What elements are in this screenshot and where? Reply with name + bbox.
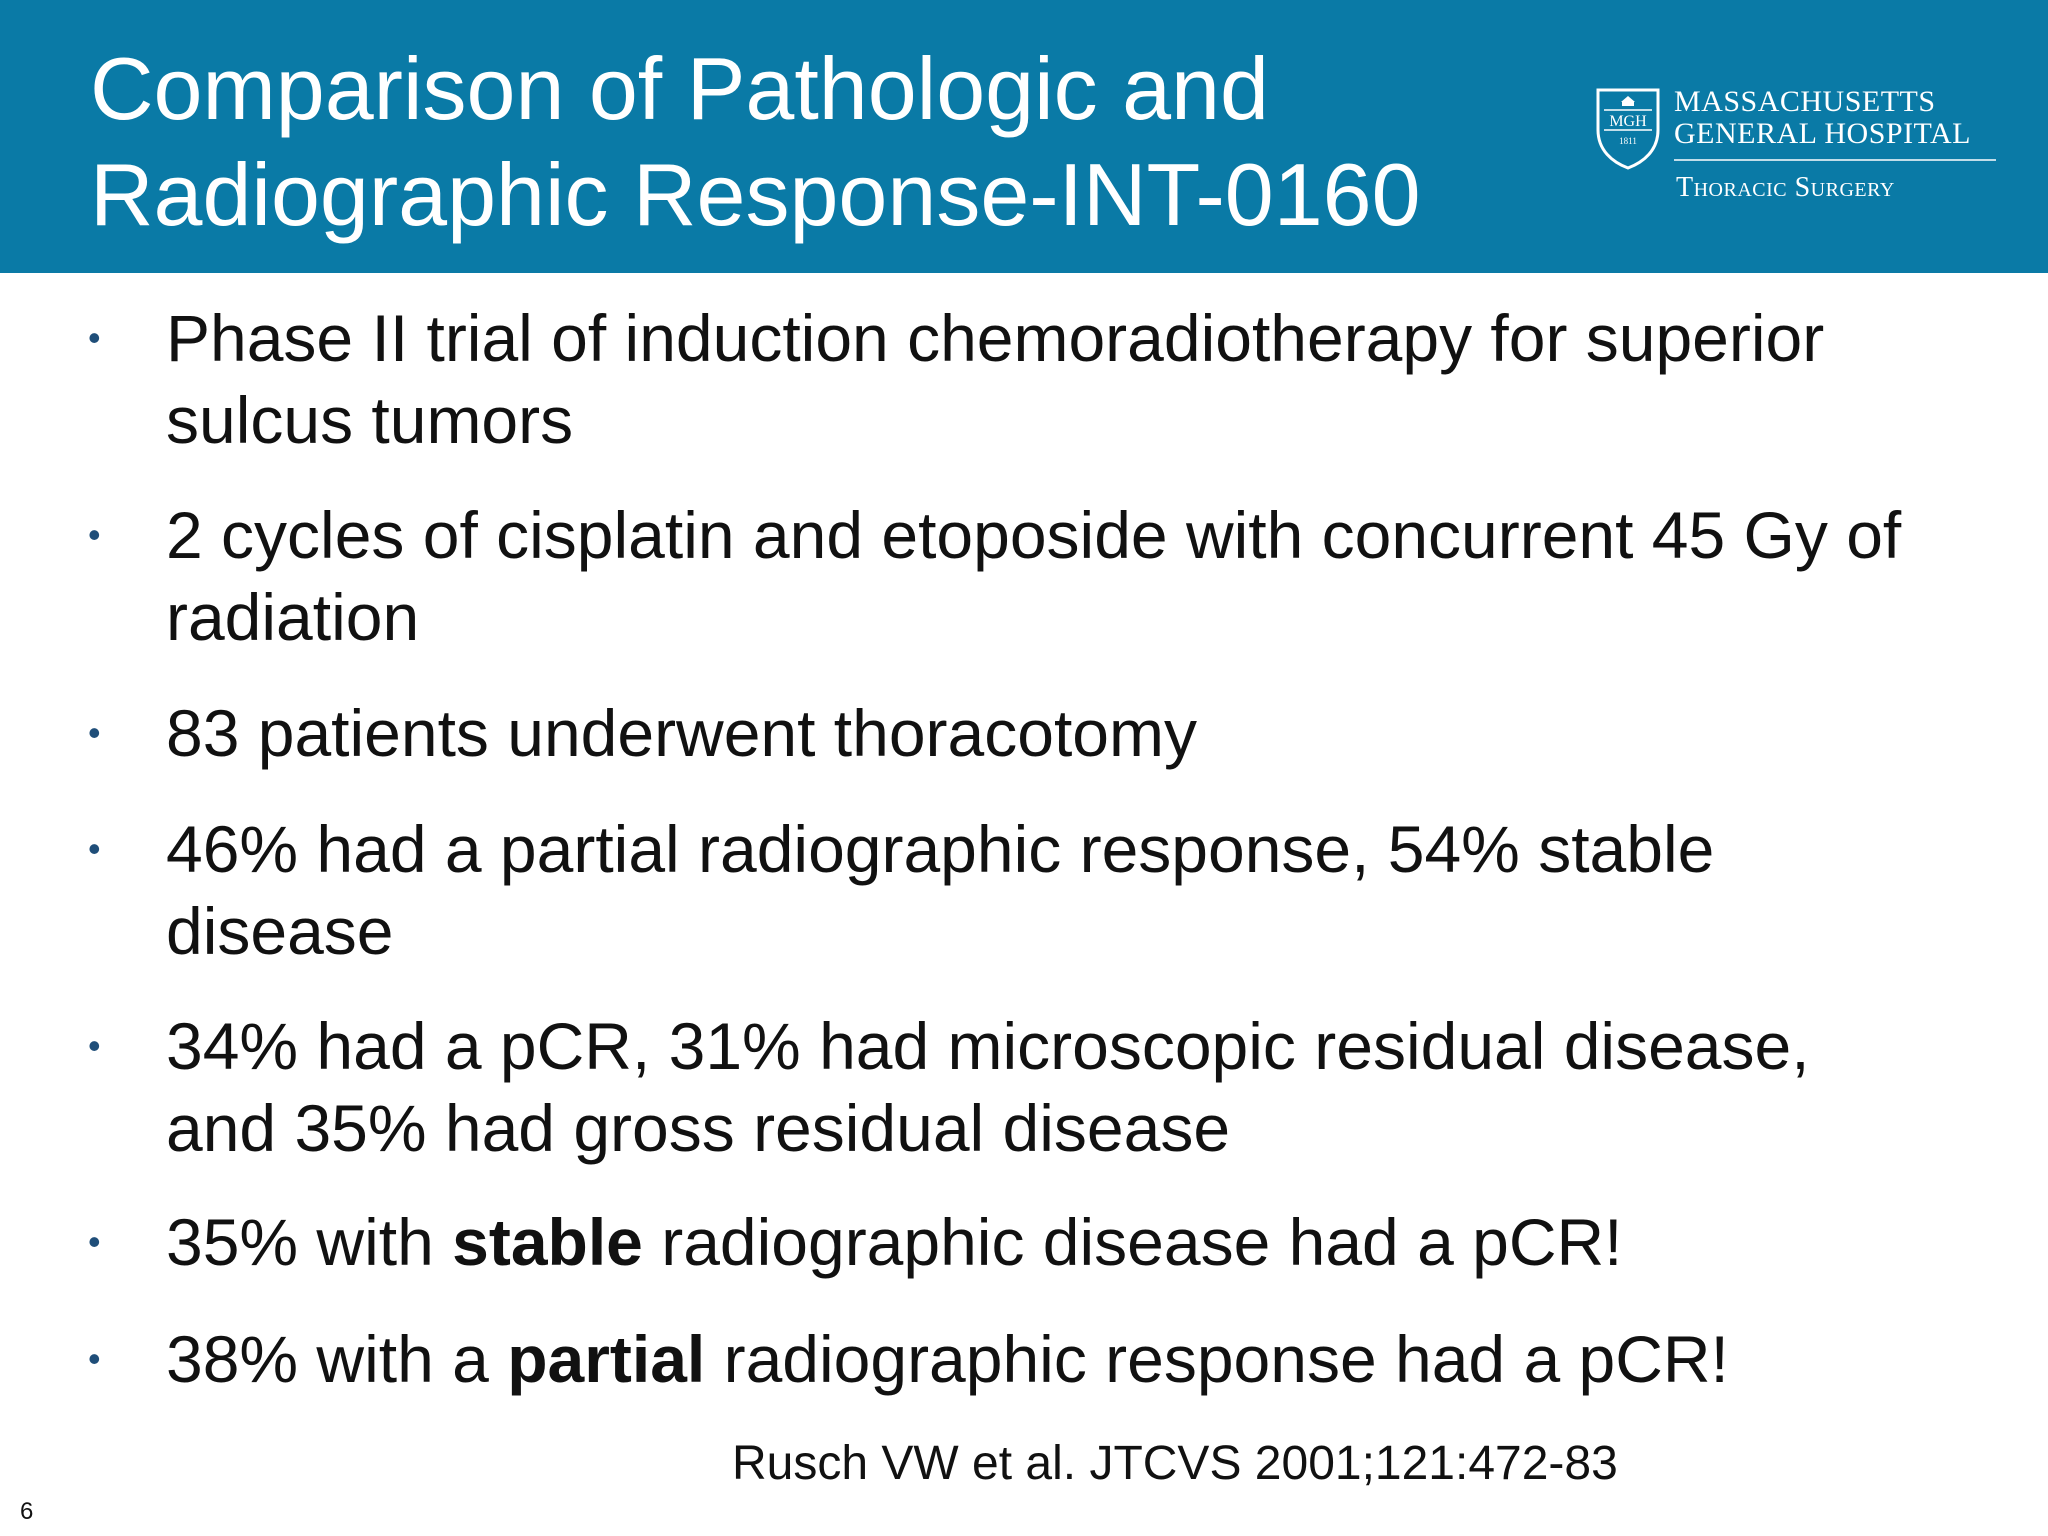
mgh-shield-icon — [1594, 86, 1662, 170]
bullet-dot: • — [88, 712, 101, 753]
bullet-text — [166, 1201, 2006, 1283]
shield-year: 1811 — [1619, 136, 1637, 146]
bullet-text-line: 46% had a partial radiographic response, 54% stable — [166, 812, 1715, 886]
bullet-dot: • — [88, 1025, 101, 1066]
bullet-text-pre: 38% with a — [166, 1322, 508, 1396]
bullet-text — [166, 808, 2006, 972]
bullet-text — [166, 1318, 2006, 1400]
bullet-text-line: Phase II trial of induction chemoradiotherapy for superior — [166, 301, 1825, 375]
bullet-dot: • — [88, 514, 101, 555]
slide-title-line-2: Radiographic Response-INT-0160 — [90, 145, 1421, 244]
bullet-dot: • — [88, 317, 101, 358]
slide-number: 6 — [20, 1498, 34, 1525]
bullet-text-line: 83 patients underwent thoracotomy — [166, 696, 1197, 770]
bullet-text — [166, 297, 2006, 461]
bullet-dot: • — [88, 1221, 101, 1262]
bullet-text-line: radiation — [166, 580, 420, 654]
bullet-dot: • — [88, 828, 101, 869]
slide-header — [0, 0, 2048, 273]
bullet-text-line: 34% had a pCR, 31% had microscopic residual disease, — [166, 1009, 1810, 1083]
bullet-text-line: and 35% had gross residual disease — [166, 1091, 1231, 1165]
bullet-text-line: disease — [166, 894, 394, 968]
bullet-text — [166, 1005, 2006, 1169]
logo-line-1: MASSACHUSETTS — [1674, 85, 1936, 118]
bullet-text-pre: 35% with — [166, 1205, 453, 1279]
bullet-text-line: 2 cycles of cisplatin and etoposide with concurrent 45 Gy of — [166, 498, 1902, 572]
bullet-text-bold: stable — [452, 1205, 643, 1279]
slide-title — [90, 36, 1530, 248]
bullet-text-post: radiographic response had a pCR! — [705, 1322, 1729, 1396]
bullet-text-post: radiographic disease had a pCR! — [642, 1205, 1623, 1279]
mgh-thoracic-surgery-logo — [1594, 86, 2004, 216]
bullet-text-bold: partial — [507, 1322, 706, 1396]
logo-divider — [1674, 159, 1996, 161]
logo-department: Thoracic Surgery — [1676, 172, 1895, 203]
bullet-text — [166, 494, 2006, 658]
bullet-text — [166, 692, 2006, 774]
slide-title-line-1: Comparison of Pathologic and — [90, 39, 1269, 138]
bullet-text-line: sulcus tumors — [166, 383, 574, 457]
citation: Rusch VW et al. JTCVS 2001;121:472-83 — [732, 1437, 1618, 1490]
bullet-dot: • — [88, 1338, 101, 1379]
shield-text: MGH — [1609, 113, 1647, 130]
logo-line-2: GENERAL HOSPITAL — [1674, 117, 1971, 150]
